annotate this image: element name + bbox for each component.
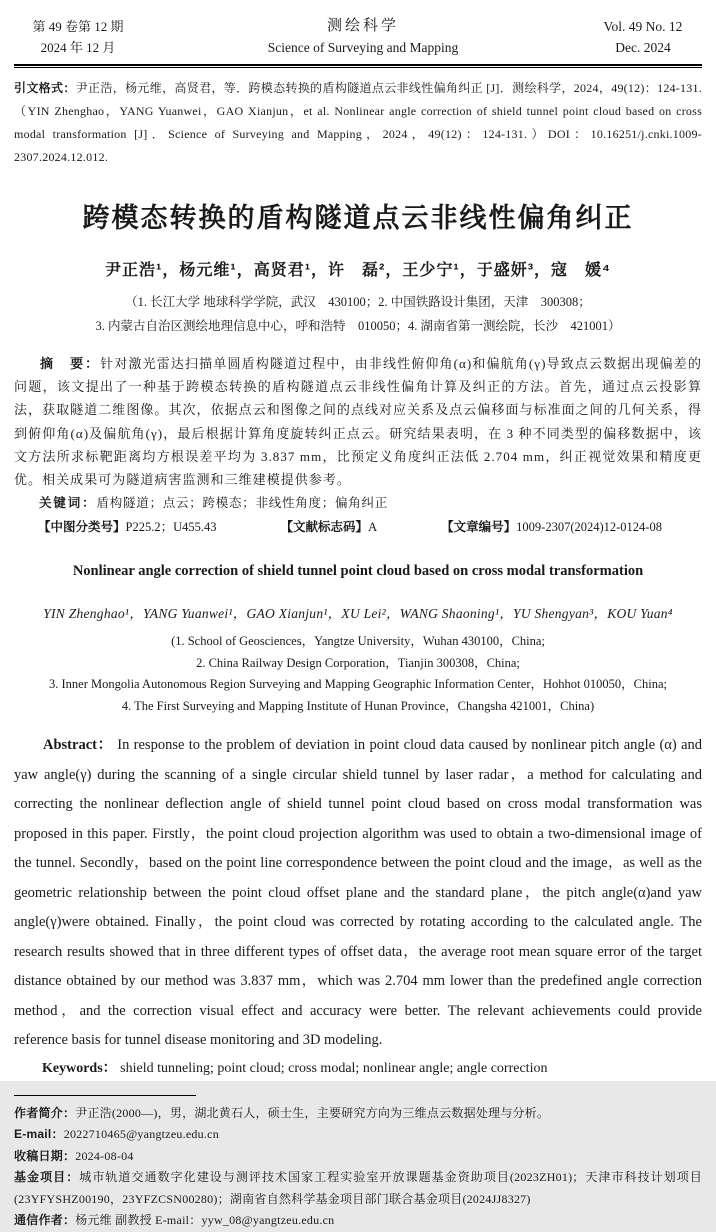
- article-title-cn: 跨模态转换的盾构隧道点云非线性偏角纠正: [82, 203, 634, 233]
- abstract-en-text: In response to the problem of deviation in point cloud data caused by nonlinear pitch angle (α) and yaw angle(γ) during the scanning of a single circular shield tunnel by laser radar，a method for calculating and correcting the nonlinear deflection angle of shield tunnel point cloud based on cross modal transformation was proposed in this paper. Firstly，the point cloud projection algorithm was used to obtain a two-dimensional image of the tunnel. Secondly，based on the point line correspondence between the point cloud and the image，as well as the geometric relationship between the point cloud offset plane and the standard plane，the pitch angle(α)and yaw angle(γ)were obtained. Finally，the point cloud was corrected by rotating according to the calculated angle. The research results showed that in three different types of offset data，the average root mean square error of the target distance obtained by our method was 3.837 mm，which was 2.704 mm lower than the predefined angle correction method，and the correction visual effect and accuracy were better. The relevant achievements could provide reference basis for tunnel disease monitoring and 3D modeling.: [14, 737, 702, 1049]
- journal-masthead: [14, 14, 702, 64]
- affiliations-cn: [14, 290, 702, 338]
- email-text: 2022710465@yangtzeu.edu.cn: [63, 1127, 219, 1142]
- classification-line: [14, 516, 702, 539]
- date-en: Dec. 2024: [615, 40, 671, 55]
- corresponding-author-label: 通信作者：: [14, 1213, 76, 1228]
- abstract-cn-label: 摘 要：: [40, 356, 101, 371]
- email-line: [14, 1124, 702, 1146]
- journal-name-cn: 测绘科学: [326, 18, 399, 34]
- clc-value: P225.2；U455.43: [125, 520, 217, 535]
- volume-issue-cn: 第 49 卷第 12 期: [32, 19, 124, 34]
- received-date-line: [14, 1146, 702, 1168]
- clc-label: 【中图分类号】: [38, 520, 126, 535]
- date-cn: 2024 年 12 月: [40, 40, 116, 55]
- keywords-en: [14, 1056, 702, 1082]
- affiliation-cn-line: 3. 内蒙古自治区测绘地理信息中心，呼和浩特 010050；4. 湖南省第一测绘院，长沙 421001）: [95, 319, 621, 333]
- affiliation-en-line: 3. Inner Mongolia Autonomous Region Surveying and Mapping Geographic Information Center，Hohhot 010050，China;: [49, 677, 667, 692]
- funding-label: 基金项目：: [14, 1170, 80, 1185]
- article-id-label: 【文章编号】: [441, 520, 517, 535]
- article-id: [441, 516, 662, 539]
- received-date-label: 收稿日期：: [14, 1148, 76, 1163]
- document-code-label: 【文献标志码】: [280, 520, 369, 535]
- affiliation-en-line: (1. School of Geosciences，Yangtze University，Wuhan 430100，China;: [171, 634, 545, 649]
- keywords-cn-label: 关键词：: [39, 496, 97, 511]
- authors-en: YIN Zhenghao¹，YANG Yuanwei¹，GAO Xianjun¹，XU Lei²，WANG Shaoning¹，YU Shengyan³，KOU Yuan⁴: [43, 606, 673, 622]
- footnote-block: [14, 1103, 702, 1232]
- affiliation-en-line: 4. The First Surveying and Mapping Institute of Hunan Province，Changsha 421001，China): [121, 698, 595, 713]
- masthead-divider: [14, 64, 702, 68]
- masthead-volume-en: [588, 16, 698, 58]
- citation-block: [14, 77, 702, 169]
- affiliations-en: [14, 631, 702, 717]
- received-date-text: 2024-08-04: [75, 1148, 134, 1163]
- citation-text: 尹正浩，杨元维，高贤君，等．跨模态转换的盾构隧道点云非线性偏角纠正 [J]．测绘科学，2024，49(12)：124-131.（YIN Zhenghao，YANG Yuanwei，GAO Xianjun，et al. Nonlinear angle correction of shield tunnel point cloud based on cross modal transformation [J]．Science of Surveying and Mapping，2024，49(12)：124-131.）DOI：10.16251/j.cnki.1009-2307.2024.12.012.: [14, 81, 702, 164]
- journal-name-en: Science of Surveying and Mapping: [267, 40, 459, 55]
- document-code: [281, 516, 378, 539]
- funding-line: [14, 1167, 702, 1210]
- abstract-en: [14, 731, 702, 1056]
- masthead-journal-name: [268, 16, 458, 58]
- corresponding-author-text: 杨元维 副教授 E-mail：yyw_08@yangtzeu.edu.cn: [75, 1213, 335, 1228]
- abstract-cn-text: 针对激光雷达扫描单圆盾构隧道过程中，由非线性俯仰角(α)和偏航角(γ)导致点云数据出现偏差的问题，该文提出了一种基于跨模态转换的盾构隧道点云非线性偏角计算及纠正的方法。首先，通过点云投影算法，获取隧道二维图像。其次，依据点云和图像之间的点线对应关系及点云偏移面与标准面之间的几何关系，得到俯仰角(α)及偏航角(γ)，最后根据计算角度旋转纠正点云。研究结果表明，在 3 种不同类型的偏移数据中，该文方法所求标靶距离均方根误差平均为 3.837 mm，比预定义角度纠正法低 2.704 mm，纠正视觉效果和精度更优。相关成果可为隧道病害监测和三维建模提供参考。: [14, 356, 702, 488]
- author-bio-text: 尹正浩(2000—)，男，湖北黄石人，硕士生，主要研究方向为三维点云数据处理与分析。: [75, 1105, 550, 1120]
- email-label: E-mail：: [14, 1127, 64, 1142]
- footnote-divider: [14, 1095, 196, 1096]
- volume-issue-en: Vol. 49 No. 12: [603, 19, 683, 34]
- affiliation-cn-line: （1. 长江大学 地球科学学院，武汉 430100；2. 中国铁路设计集团，天津 300308；: [125, 295, 591, 309]
- keywords-cn-text: 盾构隧道；点云；跨模态；非线性角度；偏角纠正: [96, 496, 389, 511]
- authors-cn: 尹正浩¹，杨元维¹，高贤君¹，许 磊²，王少宁¹，于盛妍³，寇 媛⁴: [105, 262, 611, 279]
- clc-number: [38, 516, 217, 539]
- keywords-en-label: Keywords：: [42, 1060, 117, 1076]
- author-bio-label: 作者简介：: [14, 1105, 76, 1120]
- funding-text: 城市轨道交通数字化建设与测评技术国家工程实验室开放课题基金资助项目(2023ZH01)；天津市科技计划项目(23YFYSHZ00190，23YFZCSN00280)；湖南省自然科学基金项目部门联合基金项目(2024JJ8327): [14, 1170, 703, 1206]
- keywords-cn: [14, 492, 702, 515]
- article-title-en: Nonlinear angle correction of shield tunnel point cloud based on cross modal transformation: [72, 563, 644, 580]
- author-bio-line: [14, 1103, 702, 1125]
- document-code-value: A: [368, 520, 378, 535]
- keywords-en-text: shield tunneling; point cloud; cross modal; nonlinear angle; angle correction: [120, 1060, 548, 1076]
- abstract-cn: [14, 352, 702, 491]
- abstract-en-label: Abstract：: [43, 737, 113, 754]
- article-id-value: 1009-2307(2024)12-0124-08: [516, 520, 662, 535]
- citation-label: 引文格式：: [14, 81, 76, 95]
- masthead-volume-cn: [18, 16, 138, 58]
- corresponding-author-line: [14, 1210, 702, 1232]
- affiliation-en-line: 2. China Railway Design Corporation，Tianjin 300308，China;: [196, 655, 520, 670]
